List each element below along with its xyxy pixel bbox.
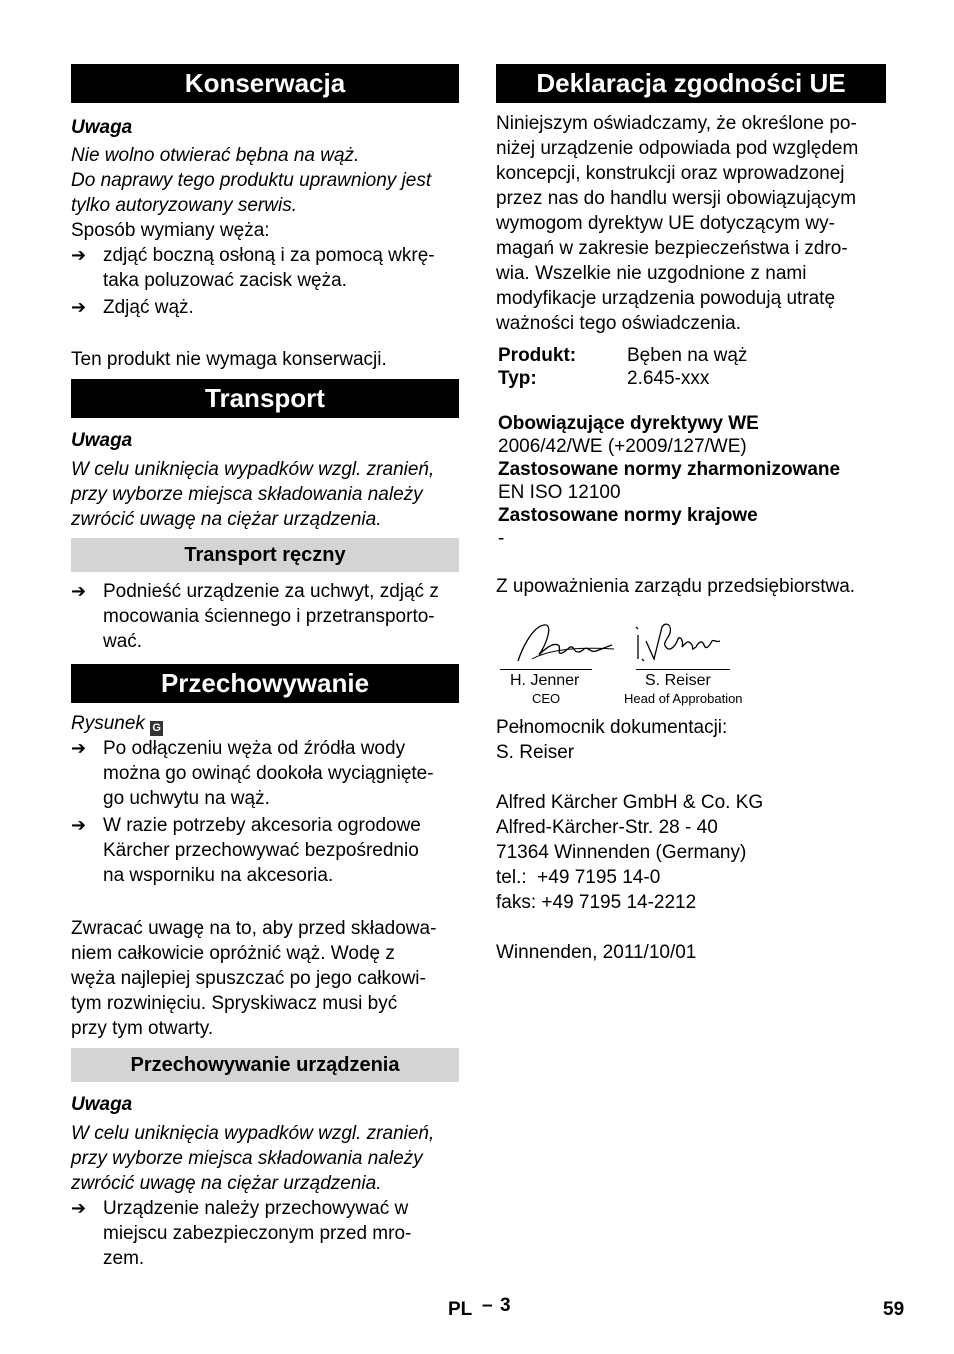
product-value: Bęben na wąż (627, 345, 748, 366)
body-text: Ten produkt nie wymaga konserwacji. (71, 349, 387, 370)
list-item-text: wać. (103, 631, 143, 652)
warning-text: zwrócić uwagę na ciężar urządzenia. (71, 1173, 382, 1194)
list-item-text: zdjąć boczną osłoną i za pomocą wkrę- (103, 245, 435, 266)
signature-reiser (632, 617, 730, 667)
section-heading-deklaracja: Deklaracja zgodności UE (496, 64, 886, 103)
warning-text: Do naprawy tego produktu uprawniony jest (71, 170, 432, 191)
list-item (71, 1196, 459, 1271)
footer-lang: PL (448, 1299, 473, 1320)
warning-label: Uwaga (71, 117, 133, 138)
subsection-heading-transport-reczny: Transport ręczny (71, 538, 459, 572)
signatory-name: S. Reiser (645, 672, 711, 689)
type-row (498, 367, 886, 390)
section-heading-przechowywanie: Przechowywanie (71, 664, 459, 703)
figure-g-icon: G (150, 721, 163, 736)
warning-text: tylko autoryzowany serwis. (71, 195, 297, 216)
figure-reference (71, 711, 459, 736)
body-text: S. Reiser (496, 742, 575, 763)
company-line: faks: +49 7195 14-2212 (496, 892, 697, 913)
list-item-text: Kärcher przechowywać bezpośrednio (103, 840, 419, 861)
right-column (496, 64, 886, 965)
arrow-right-icon: ➔ (71, 1198, 87, 1218)
figure-label: Rysunek (71, 713, 145, 734)
list-item-text: na wsporniku na akcesoria. (103, 865, 334, 886)
list-item-text: taka poluzować zacisk węża. (103, 270, 347, 291)
warning-text: przy wyborze miejsca składowania należy (71, 484, 423, 505)
company-line: 71364 Winnenden (Germany) (496, 842, 747, 863)
list-item-text: miejscu zabezpieczonym przed mro- (103, 1223, 412, 1244)
harmonized-label: Zastosowane normy zharmonizowane (498, 459, 841, 480)
arrow-right-icon: ➔ (71, 815, 87, 835)
body-text: Sposób wymiany węża: (71, 220, 270, 241)
body-text: Niniejszym oświadczamy, że określone po- (496, 113, 857, 134)
list-item-text: mocowania ściennego i przetransporto- (103, 606, 435, 627)
arrow-right-icon: ➔ (71, 245, 87, 265)
directives-label: Obowiązujące dyrektywy WE (498, 413, 759, 434)
signature-block (496, 599, 886, 706)
warning-label: Uwaga (71, 1094, 133, 1115)
harmonized-value: EN ISO 12100 (498, 482, 621, 503)
warning-text: Nie wolno otwierać bębna na wąż. (71, 145, 360, 166)
body-text: ważności tego oświadczenia. (496, 313, 742, 334)
product-row (498, 344, 886, 367)
place-date: Winnenden, 2011/10/01 (496, 942, 697, 963)
product-label: Produkt: (498, 345, 577, 366)
type-label: Typ: (498, 368, 537, 389)
signatory-role: CEO (532, 691, 561, 706)
body-text: magań w zakresie bezpieczeństwa i zdro- (496, 238, 848, 259)
list-item-text: Podnieść urządzenie za uchwyt, zdjąć z (103, 581, 439, 602)
list-item-text: go uchwytu na wąż. (103, 788, 270, 809)
company-line: tel.: +49 7195 14-0 (496, 867, 661, 888)
list-item-text: Zdjąć wąż. (103, 297, 194, 318)
signature-line (500, 669, 592, 670)
section-heading-konserwacja: Konserwacja (71, 64, 459, 103)
type-value: 2.645-xxx (627, 368, 710, 389)
list-item-text: Po odłączeniu węża od źródła wody (103, 738, 406, 759)
directives-value: 2006/42/WE (+2009/127/WE) (498, 436, 747, 457)
list-item (71, 813, 459, 888)
signature-jenner (510, 619, 616, 669)
body-text: Zwracać uwagę na to, aby przed składowa- (71, 918, 437, 939)
warning-text: W celu uniknięcia wypadków wzgl. zranień, (71, 459, 435, 480)
arrow-right-icon: ➔ (71, 581, 87, 601)
company-line: Alfred-Kärcher-Str. 28 - 40 (496, 817, 718, 838)
body-text: koncepcji, konstrukcji oraz wprowadzonej (496, 163, 845, 184)
section-heading-transport: Transport (71, 379, 459, 418)
warning-label: Uwaga (71, 430, 133, 451)
body-text: przy tym otwarty. (71, 1018, 214, 1039)
warning-text: zwrócić uwagę na ciężar urządzenia. (71, 509, 382, 530)
body-text: tym rozwinięciu. Spryskiwacz musi być (71, 993, 398, 1014)
body-text: przez nas do handlu wersji obowiązującym (496, 188, 857, 209)
list-item-text: Urządzenie należy przechowywać w (103, 1198, 409, 1219)
national-value: - (498, 528, 505, 549)
arrow-right-icon: ➔ (71, 738, 87, 758)
left-column (71, 64, 459, 1271)
signatory-name: H. Jenner (510, 672, 580, 689)
body-text: wia. Wszelkie nie uzgodnione z nami (496, 263, 807, 284)
authorization-text: Z upoważnienia zarządu przedsiębiorstwa. (496, 576, 856, 597)
body-text: niem całkowicie opróżnić wąż. Wodę z (71, 943, 395, 964)
signature-line (636, 669, 730, 670)
arrow-right-icon: ➔ (71, 297, 87, 317)
page-number: 59 (883, 1299, 905, 1320)
signatory-role: Head of Approbation (624, 691, 743, 706)
footer-dash: – (482, 1295, 493, 1316)
warning-text: przy wyborze miejsca składowania należy (71, 1148, 423, 1169)
subsection-heading-przechowywanie-urzadzenia: Przechowywanie urządzenia (71, 1048, 459, 1082)
list-item (71, 243, 459, 293)
national-label: Zastosowane normy krajowe (498, 505, 758, 526)
list-item (71, 295, 459, 320)
list-item (71, 579, 459, 654)
body-text: niżej urządzenie odpowiada pod względem (496, 138, 859, 159)
list-item-text: można go owinąć dookoła wyciągnięte- (103, 763, 434, 784)
body-text: węża najlepiej spuszczać po jego całkowi- (71, 968, 426, 989)
list-item-text: W razie potrzeby akcesoria ogrodowe (103, 815, 421, 836)
body-text: Pełnomocnik dokumentacji: (496, 717, 728, 738)
company-line: Alfred Kärcher GmbH & Co. KG (496, 792, 764, 813)
body-text: wymogom dyrektyw UE dotyczącym wy- (496, 213, 835, 234)
list-item-text: zem. (103, 1248, 145, 1269)
body-text: modyfikacje urządzenia powodują utratę (496, 288, 836, 309)
footer-sub-page: 3 (500, 1295, 511, 1316)
list-item (71, 736, 459, 811)
warning-text: W celu uniknięcia wypadków wzgl. zranień, (71, 1123, 435, 1144)
